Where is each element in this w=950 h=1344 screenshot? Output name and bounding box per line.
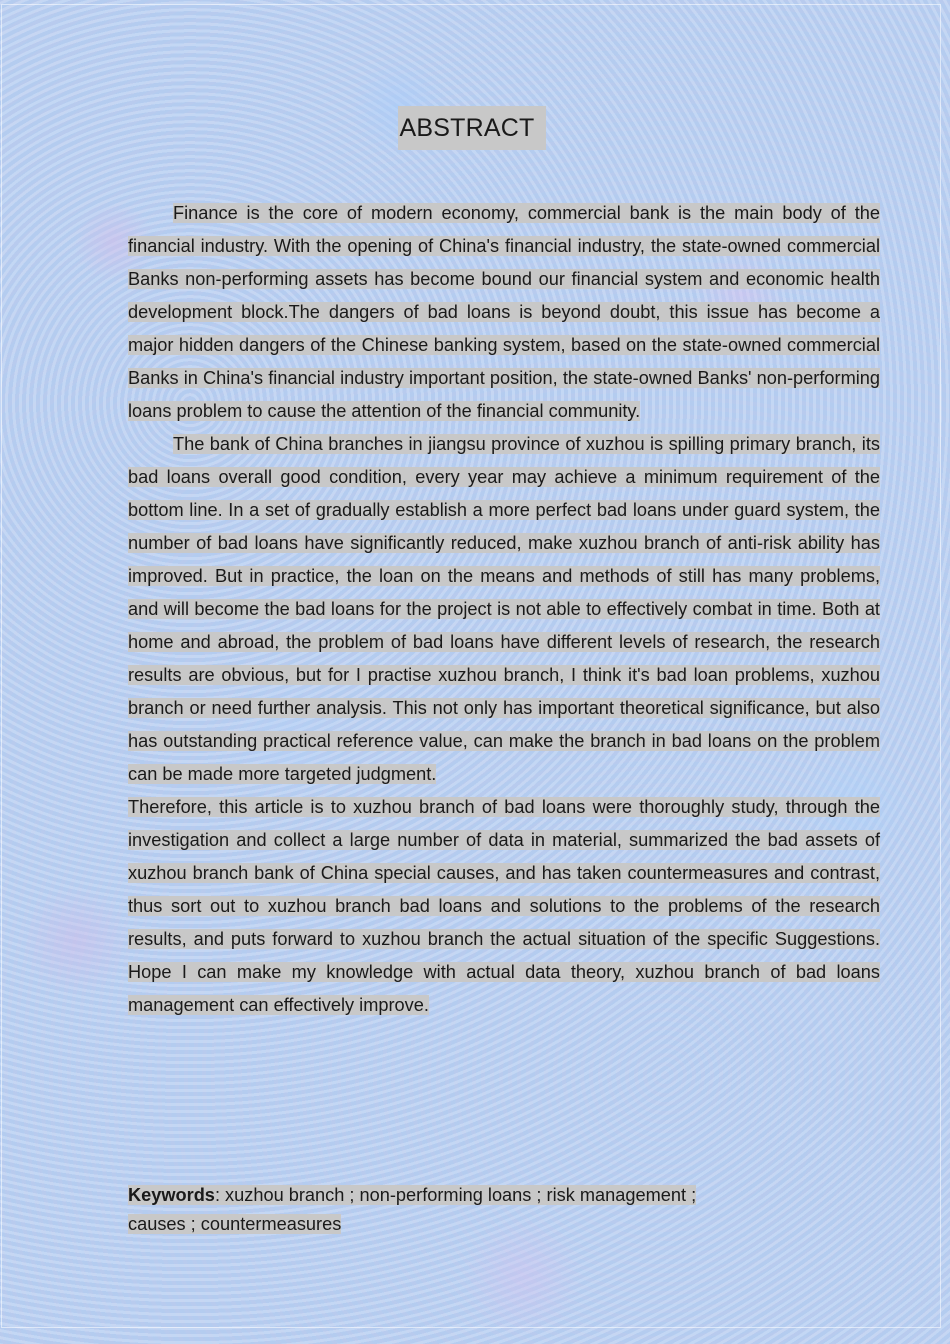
paragraph-2-text: The bank of China branches in jiangsu province of xuzhou is spilling primary branch, its bad loans overall good condition, every year may achieve a minimum requirement of the bottom line. In a set of gradually establish a more perfect bad loans under guard system, the number of bad loans have significantly reduced, make xuzhou branch of anti-risk ability has improved. But in practice, the loan on the means and methods of still has many problems, and will become the bad loans for the project is not able to effectively combat in time. Both at home and abroad, the problem of bad loans have different levels of research, the research results are obvious, but for I practise xuzhou branch, I think it's bad loan problems, xuzhou branch or need further analysis. This not only has important theoretical significance, but also has outstanding practical reference value, can make the branch in bad loans on the problem can be made more targeted judgment. <box>128 434 880 784</box>
abstract-paragraph-2 <box>128 428 880 791</box>
paragraph-1-text: Finance is the core of modern economy, commercial bank is the main body of the financial industry. With the opening of China's financial industry, the state-owned commercial Banks non-performing assets has become bound our financial system and economic health development block.The dangers of bad loans is beyond doubt, this issue has become a major hidden dangers of the Chinese banking system, based on the state-owned commercial Banks in China's financial industry important position, the state-owned Banks' non-performing loans problem to cause the attention of the financial community. <box>128 203 880 421</box>
keywords-list-line-1: xuzhou branch ; non-performing loans ; risk management ; <box>225 1185 697 1205</box>
keywords-line-1 <box>128 1181 828 1210</box>
abstract-paragraph-3 <box>128 791 880 1022</box>
keywords-label: Keywords <box>128 1185 215 1205</box>
keywords-separator: : <box>214 1185 226 1205</box>
keywords-line-2 <box>128 1210 828 1239</box>
keywords-list-line-2: causes ; countermeasures <box>128 1214 342 1234</box>
abstract-paragraph-1 <box>128 197 880 428</box>
keywords-section <box>128 1181 828 1239</box>
paragraph-3-text: Therefore, this article is to xuzhou branch of bad loans were thoroughly study, through the investigation and collect a large number of data in material, summarized the bad assets of xuzhou branch bank of China special causes, and has taken countermeasures and contrast, thus sort out to xuzhou branch bad loans and solutions to the problems of the research results, and puts forward to xuzhou branch the actual situation of the specific Suggestions. Hope I can make my knowledge with actual data theory, xuzhou branch of bad loans management can effectively improve. <box>128 797 880 1015</box>
abstract-title: ABSTRACT <box>398 106 547 150</box>
title-area <box>0 106 950 150</box>
abstract-body <box>128 197 880 1022</box>
